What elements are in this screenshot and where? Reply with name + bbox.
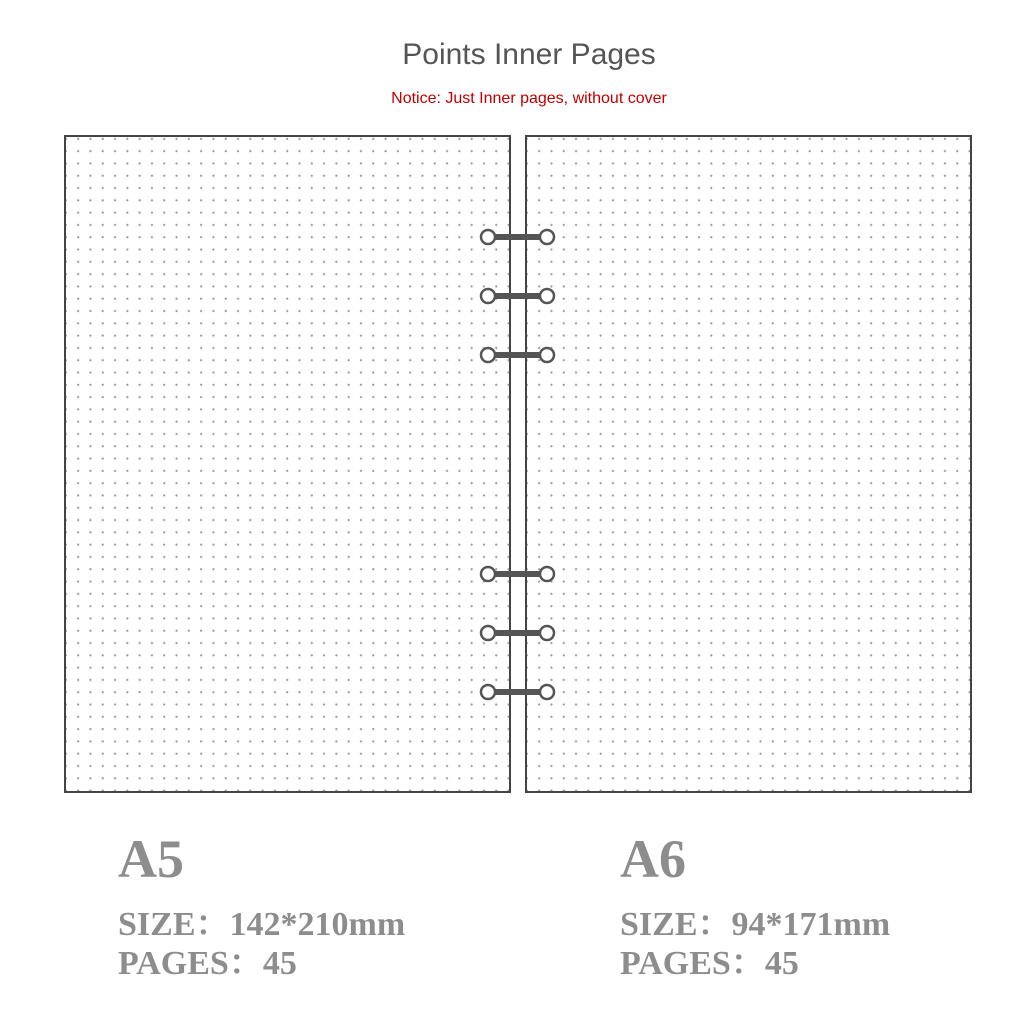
a5-dot-grid-page: [64, 135, 511, 793]
a5-pages-text: PAGES：45: [118, 945, 297, 982]
a5-label: A5: [118, 829, 184, 889]
page-title: Points Inner Pages: [402, 38, 656, 71]
a6-pages-text: PAGES：45: [620, 945, 799, 982]
a6-size-text: SIZE：94*171mm: [620, 906, 891, 943]
notice-text: Notice: Just Inner pages, without cover: [391, 90, 667, 107]
a6-dot-grid-page: [525, 135, 972, 793]
a6-label: A6: [620, 829, 686, 889]
a5-size-text: SIZE：142*210mm: [118, 906, 406, 943]
